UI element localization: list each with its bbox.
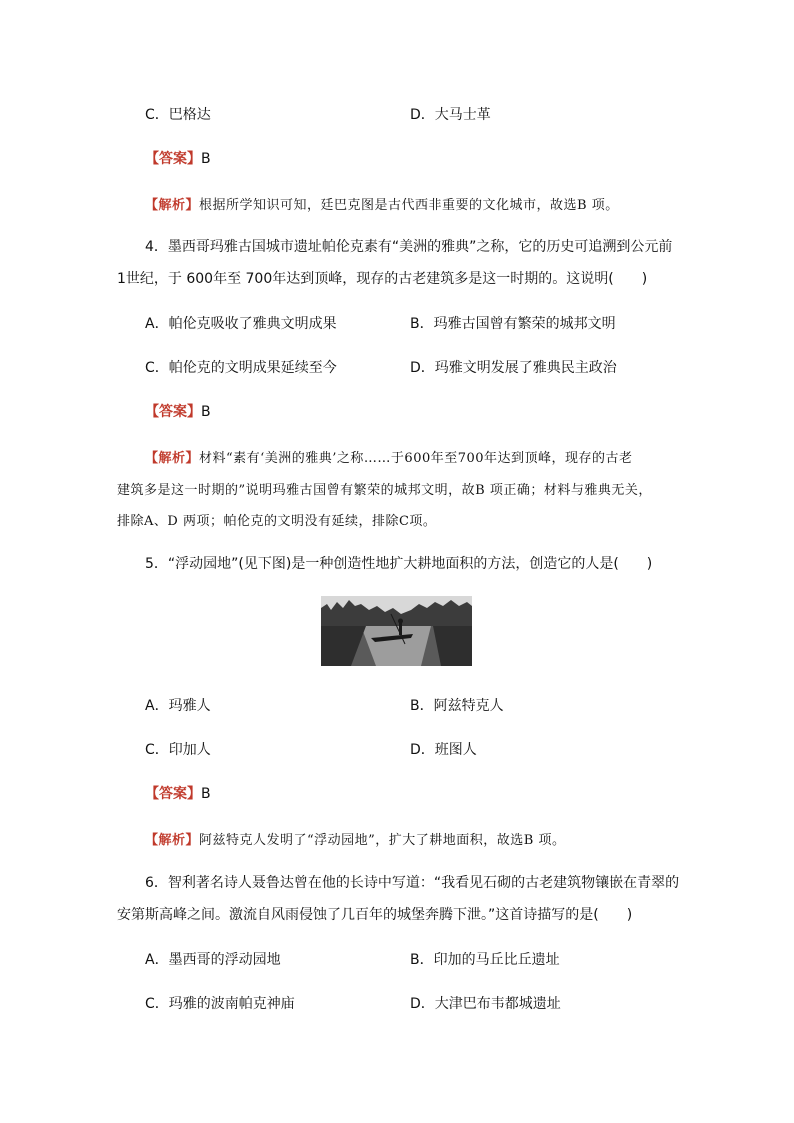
q4-explanation-line3: 排除A、D 两项；帕伦克的文明没有延续，排除C项。	[117, 514, 437, 529]
q4-explanation	[145, 447, 633, 466]
answer-value: B	[201, 404, 211, 420]
explanation-tag: 【解析】	[145, 198, 200, 213]
q3-option-d: D．大马士革	[410, 107, 491, 123]
q4-option-d: D．玛雅文明发展了雅典民主政治	[410, 360, 617, 376]
q4-stem-line2: 1世纪，于 600年至 700年达到顶峰，现存的古老建筑多是这一时期的。这说明( )	[117, 271, 648, 287]
answer-tag: 【答案】	[145, 151, 201, 167]
q4-answer	[145, 401, 211, 421]
q3-explanation	[145, 194, 619, 213]
q6-option-a: A．墨西哥的浮动园地	[145, 952, 281, 968]
q5-stem: 5．“浮动园地”(见下图)是一种创造性地扩大耕地面积的方法，创造它的人是( )	[145, 556, 653, 572]
q5-answer	[145, 783, 211, 803]
q6-stem-line1: 6．智利著名诗人聂鲁达曾在他的长诗中写道：“我看见石砌的古老建筑物镶嵌在青翠的	[145, 875, 680, 891]
floating-garden-photo	[321, 596, 472, 666]
explanation-text: 根据所学知识可知，廷巴克图是古代西非重要的文化城市，故选B 项。	[199, 198, 619, 213]
q3-option-c: C．巴格达	[145, 107, 211, 123]
explanation-tag: 【解析】	[145, 451, 200, 466]
answer-tag: 【答案】	[145, 786, 201, 802]
answer-value: B	[201, 151, 211, 167]
q4-option-a: A．帕伦克吸收了雅典文明成果	[145, 316, 337, 332]
answer-value: B	[201, 786, 211, 802]
q5-option-a: A．玛雅人	[145, 698, 211, 714]
q5-option-d: D．班图人	[410, 742, 477, 758]
q5-explanation	[145, 829, 566, 848]
q6-stem-line2: 安第斯高峰之间。激流自风雨侵蚀了几百年的城堡奔腾下泄。”这首诗描写的是( )	[117, 907, 633, 923]
q4-stem-line1: 4．墨西哥玛雅古国城市遗址帕伦克素有“美洲的雅典”之称，它的历史可追溯到公元前	[145, 239, 673, 255]
q4-option-b: B．玛雅古国曾有繁荣的城邦文明	[410, 316, 616, 332]
q4-option-c: C．帕伦克的文明成果延续至今	[145, 360, 337, 376]
q4-explanation-line2: 建筑多是这一时期的”说明玛雅古国曾有繁荣的城邦文明，故B 项正确；材料与雅典无关，	[117, 483, 652, 498]
explanation-text: 阿兹特克人发明了“浮动园地”，扩大了耕地面积，故选B 项。	[199, 833, 566, 848]
answer-tag: 【答案】	[145, 404, 201, 420]
photo-illustration	[321, 596, 472, 666]
q5-option-c: C．印加人	[145, 742, 211, 758]
q6-option-c: C．玛雅的波南帕克神庙	[145, 996, 295, 1012]
q6-option-d: D．大津巴布韦都城遗址	[410, 996, 561, 1012]
q3-answer	[145, 148, 211, 168]
q6-option-b: B．印加的马丘比丘遗址	[410, 952, 560, 968]
q5-option-b: B．阿兹特克人	[410, 698, 504, 714]
explanation-text-line1: 材料“素有‘美洲的雅典’之称……于600年至700年达到顶峰，现存的古老	[199, 451, 633, 466]
explanation-tag: 【解析】	[145, 833, 200, 848]
